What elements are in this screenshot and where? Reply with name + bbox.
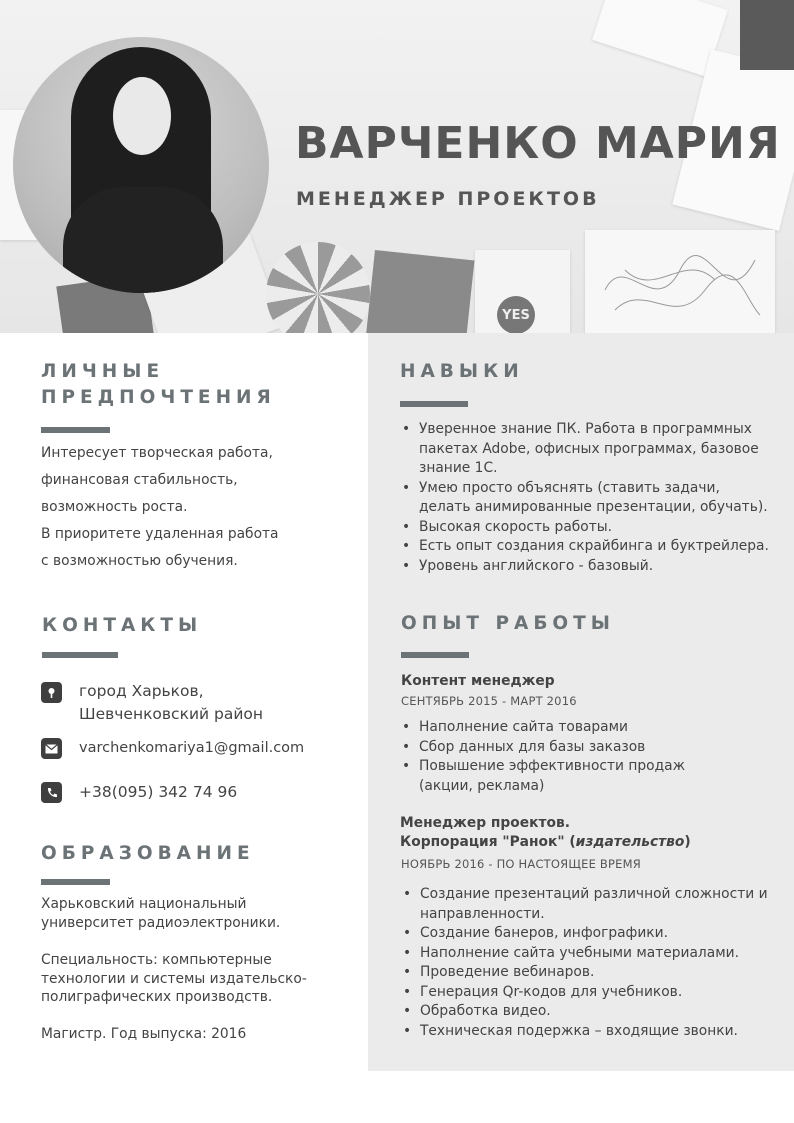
decor-block [740, 0, 794, 70]
skills-list [400, 420, 772, 576]
location-icon [41, 682, 62, 703]
job-duty-item: • Наполнение сайта товарами [400, 718, 700, 738]
lollipop-decor [266, 242, 370, 333]
section-divider [400, 401, 468, 407]
job-duty-item: • Техническая подержка – входящие звонки. [401, 1022, 771, 1042]
job-duty-item: • Обработка видео. [401, 1002, 771, 1022]
skill-item: • Уровень английского - базовый. [400, 557, 772, 577]
address-line: Шевченковский район [79, 705, 264, 723]
preferences-title-line: ПРЕДПОЧТЕНИЯ [41, 387, 276, 408]
scribble-drawing [585, 230, 775, 333]
contact-address [79, 680, 263, 726]
envelope-icon [41, 738, 62, 759]
job-duty-item: • Генерация Qr-кодов для учебников. [401, 983, 771, 1003]
education-specialty: Специальность: компьютерные технологии и системы издательско-полиграфических производств. [41, 952, 307, 1005]
job-duty-item: • Проведение вебинаров. [401, 963, 771, 983]
section-divider [401, 652, 469, 658]
preferences-line: В приоритете удаленная работа [41, 526, 279, 542]
job-duties-list [401, 885, 771, 1041]
job-date: НОЯБРЬ 2016 - ПО НАСТОЯЩЕЕ ВРЕМЯ [401, 857, 641, 871]
contact-phone[interactable]: +38(095) 342 74 96 [79, 783, 238, 801]
experience-title: ОПЫТ РАБОТЫ [401, 613, 615, 634]
education-university: Харьковский национальный университет радиоэлектроники. [41, 896, 281, 931]
decor-block [366, 250, 475, 333]
candidate-name: ВАРЧЕНКО МАРИЯ [295, 118, 781, 169]
candidate-role: МЕНЕДЖЕР ПРОЕКТОВ [296, 188, 600, 210]
job-duty-item: • Создание презентаций различной сложности и направленности. [401, 885, 771, 924]
contact-email[interactable]: varchenkomariya1@gmail.com [79, 740, 305, 756]
education-title: ОБРАЗОВАНИЕ [41, 843, 255, 864]
job-duty-item: • Повышение эффективности продаж (акции, реклама) [400, 757, 700, 796]
preferences-line: финансовая стабильность, [41, 472, 238, 488]
skill-item: • Есть опыт создания скрайбинга и буктрейлера. [400, 537, 772, 557]
section-divider [41, 879, 110, 885]
profile-photo [13, 37, 269, 293]
preferences-title [41, 359, 276, 411]
job-title: Контент менеджер [401, 673, 555, 689]
job-date: СЕНТЯБРЬ 2015 - МАРТ 2016 [401, 694, 577, 708]
yes-badge: YES [497, 296, 535, 333]
preferences-title-line: ЛИЧНЫЕ [41, 361, 165, 382]
job-duty-item: • Создание банеров, инфографики. [401, 924, 771, 944]
preferences-line: с возможностью обучения. [41, 553, 238, 569]
company-name: Корпорация "Ранок" ( [400, 834, 576, 850]
preferences-line: возможность роста. [41, 499, 188, 515]
job-duty-item: • Сбор данных для базы заказов [400, 738, 700, 758]
preferences-line: Интересует творческая работа, [41, 445, 273, 461]
header-banner [0, 0, 794, 333]
contacts-title: КОНТАКТЫ [42, 615, 203, 636]
company-paren: ) [684, 834, 691, 850]
skill-item: • Умею просто объяснять (ставить задачи, делать анимированные презентации, обучать). [400, 479, 772, 518]
job-duties-list [400, 718, 700, 796]
preferences-text [41, 440, 279, 575]
job-title-line [400, 833, 691, 852]
company-type: издательство [575, 834, 685, 850]
job-title-line: Менеджер проектов. [400, 815, 570, 831]
decor-sketch-paper [585, 230, 775, 333]
skill-item: • Уверенное знание ПК. Работа в программных пакетах Adobe, офисных программах, базовое знание 1С. [400, 420, 772, 479]
address-line: город Харьков, [79, 682, 204, 700]
section-divider [41, 427, 110, 433]
job-title [400, 814, 691, 852]
phone-icon [41, 782, 62, 803]
skills-title: НАВЫКИ [400, 361, 524, 382]
education-degree: Магистр. Год выпуска: 2016 [41, 1026, 247, 1042]
skill-item: • Высокая скорость работы. [400, 518, 772, 538]
job-duty-item: • Наполнение сайта учебными материалами. [401, 944, 771, 964]
section-divider [42, 652, 118, 658]
